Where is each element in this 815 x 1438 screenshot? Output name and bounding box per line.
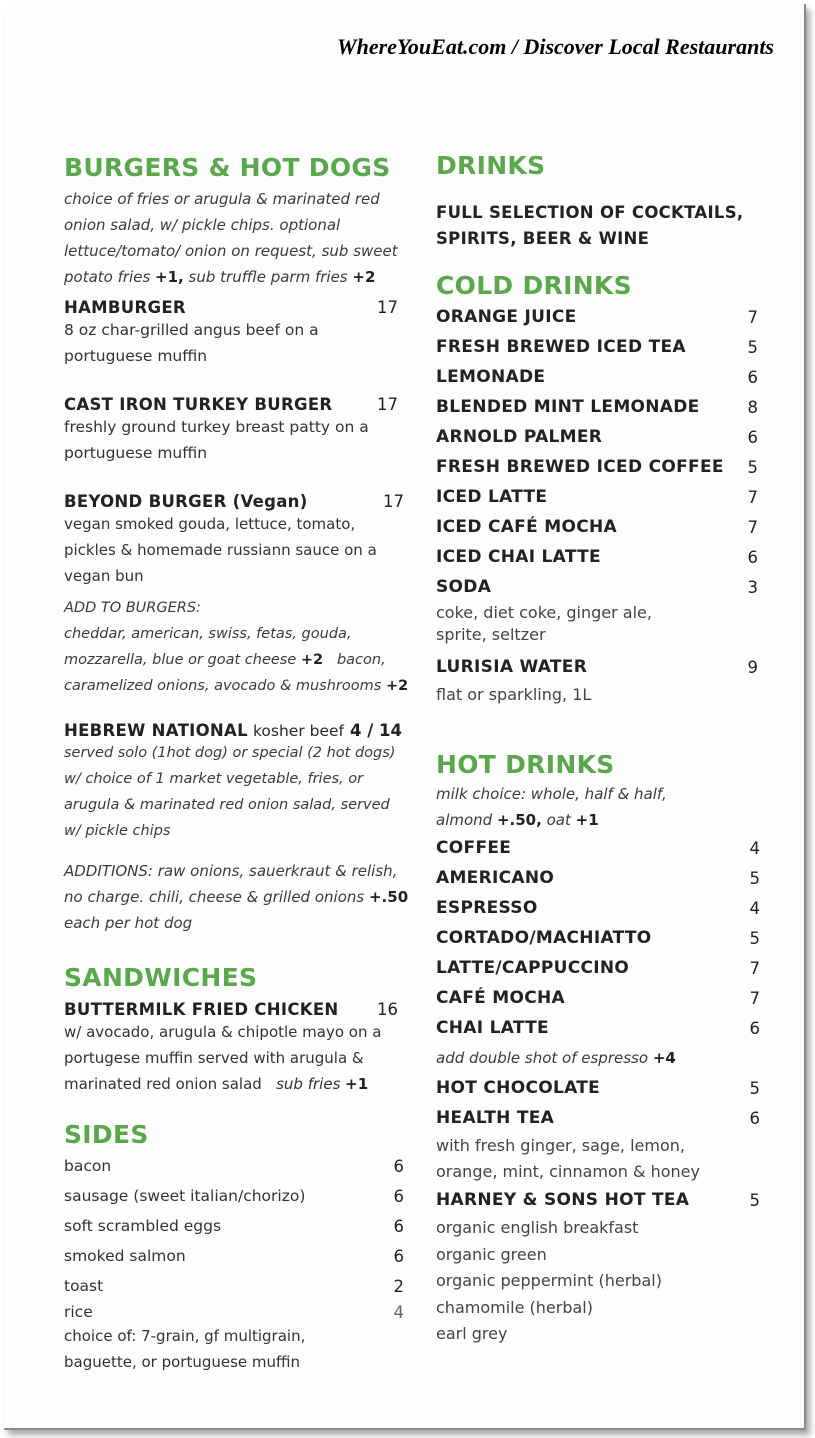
hot-drinks-list <box>436 833 760 1348</box>
cold-drinks-list <box>436 302 760 707</box>
drink-name: HEALTH TEA <box>436 1108 555 1128</box>
hotdog-name: HEBREW NATIONAL <box>64 721 248 740</box>
right-column <box>436 150 760 1348</box>
double-shot <box>436 1043 760 1073</box>
site-header: WhereYouEat.com / Discover Local Restaurants <box>337 34 774 59</box>
drink-row <box>436 923 760 953</box>
add-price-a: +2 <box>300 652 324 668</box>
soda-desc: coke, diet coke, ginger ale, sprite, seltzer <box>436 603 652 644</box>
drink-row <box>436 833 760 863</box>
sides-list <box>64 1151 410 1375</box>
drink-name: ICED CAFÉ MOCHA <box>436 517 617 537</box>
drink-price: 6 <box>747 367 758 387</box>
drink-price: 6 <box>747 547 758 567</box>
item-price: 17 <box>383 492 404 511</box>
drink-price: 5 <box>749 1078 760 1098</box>
side-price: 6 <box>393 1156 404 1176</box>
drink-name: SODA <box>436 577 492 597</box>
additions-price: +.50 <box>368 888 409 906</box>
item-name: CAST IRON TURKEY BURGER <box>64 395 333 414</box>
side-row <box>64 1241 404 1271</box>
drink-row <box>436 332 758 362</box>
item-desc: vegan smoked gouda, lettuce, tomato, pickles & homemade russiann sauce on a vegan bun <box>64 515 377 585</box>
health-tea-desc: with fresh ginger, sage, lemon, orange, mint, cinnamon & honey <box>436 1136 700 1181</box>
sandwich-desc <box>64 1019 410 1097</box>
drink-row <box>436 392 758 422</box>
side-price: 4 <box>393 1302 404 1322</box>
burgers-intro <box>64 186 410 290</box>
tea-item: organic peppermint (herbal) <box>436 1271 662 1290</box>
burger-item-hamburger <box>64 298 410 369</box>
drink-name: CHAI LATTE <box>436 1018 549 1038</box>
drink-row <box>436 1073 760 1103</box>
drink-name: ICED CHAI LATTE <box>436 547 601 567</box>
drink-row <box>436 572 758 602</box>
drink-name: HOT CHOCOLATE <box>436 1078 601 1098</box>
hotdog-desc: served solo (1hot dog) or special (2 hot dogs) w/ choice of 1 market vegetable, fries, or arugula & marinated red onion salad, served w/ pickle chips <box>64 745 396 839</box>
drink-price: 6 <box>747 427 758 447</box>
tea-item: organic english breakfast <box>436 1218 639 1237</box>
drink-row <box>436 893 760 923</box>
side-price: 2 <box>393 1276 404 1296</box>
side-name: rice <box>64 1303 93 1321</box>
drink-name: FRESH BREWED ICED COFFEE <box>436 457 724 477</box>
milk-choice <box>436 781 696 833</box>
drink-name: CAFÉ MOCHA <box>436 988 566 1008</box>
item-name: HAMBURGER <box>64 298 186 317</box>
side-name: toast <box>64 1277 104 1295</box>
water-row <box>436 652 758 682</box>
item-name: BEYOND BURGER (Vegan) <box>64 492 308 511</box>
drink-row <box>436 953 760 983</box>
side-price: 6 <box>393 1186 404 1206</box>
water-price: 9 <box>747 657 758 677</box>
drink-row <box>436 512 758 542</box>
tea-item: organic green <box>436 1244 547 1264</box>
side-name: sausage (sweet italian/chorizo) <box>64 1187 306 1205</box>
sandwich-name: BUTTERMILK FRIED CHICKEN <box>64 1000 339 1019</box>
drink-name: LEMONADE <box>436 367 546 387</box>
additions-b: each per hot dog <box>64 914 193 932</box>
drink-price: 5 <box>749 928 760 948</box>
drink-row <box>436 422 758 452</box>
burger-item-turkey <box>64 395 410 466</box>
drink-name: CORTADO/MACHIATTO <box>436 928 652 948</box>
drink-row <box>436 863 760 893</box>
toast-note: choice of: 7-grain, gf multigrain, baguette, or portuguese muffin <box>64 1327 306 1371</box>
drink-price: 5 <box>749 868 760 888</box>
additions-a: ADDITIONS: raw onions, sauerkraut & relish, no charge. chili, cheese & grilled onions <box>64 862 398 906</box>
drink-name: COFFEE <box>436 838 512 858</box>
sandwich-desc-text: w/ avocado, arugula & chipotle mayo on a portugese muffin served with arugula & marinated red onion salad <box>64 1023 382 1093</box>
drink-price: 7 <box>747 307 758 327</box>
add-text-b: bacon, caramelized onions, avocado & mushrooms <box>64 652 386 694</box>
left-column <box>64 152 410 1375</box>
drink-name: HARNEY & SONS HOT TEA <box>436 1190 690 1210</box>
side-price: 6 <box>393 1216 404 1236</box>
hot-drinks-title: HOT DRINKS <box>436 750 615 779</box>
sandwich-price: 16 <box>377 1000 398 1019</box>
drink-price: 7 <box>749 988 760 1008</box>
drink-name: ORANGE JUICE <box>436 307 577 327</box>
sides-title: SIDES <box>64 1120 149 1149</box>
drink-price: 4 <box>749 898 760 918</box>
drink-price: 7 <box>747 517 758 537</box>
cold-drinks-title: COLD DRINKS <box>436 271 632 300</box>
water-desc: flat or sparkling, 1L <box>436 685 592 704</box>
drinks-desc: FULL SELECTION OF COCKTAILS, SPIRITS, BEER & WINE <box>436 203 744 248</box>
drink-row <box>436 482 758 512</box>
drink-price: 5 <box>747 337 758 357</box>
drink-name: LATTE/CAPPUCCINO <box>436 958 630 978</box>
side-name: smoked salmon <box>64 1247 186 1265</box>
drink-price: 8 <box>747 397 758 417</box>
burgers-intro-price-a: +1, <box>155 268 184 286</box>
add-price-b: +2 <box>385 678 409 694</box>
burger-item-beyond <box>64 492 410 589</box>
milk-b: oat <box>546 811 571 829</box>
drink-row <box>436 302 758 332</box>
drink-price: 7 <box>747 487 758 507</box>
drink-row <box>436 362 758 392</box>
drink-price: 5 <box>747 457 758 477</box>
drink-price: 5 <box>749 1190 760 1210</box>
item-desc: freshly ground turkey breast patty on a portuguese muffin <box>64 418 369 462</box>
drink-row <box>436 1185 760 1215</box>
drink-row <box>436 542 758 572</box>
hotdog-price: 4 / 14 <box>350 721 402 740</box>
side-row <box>64 1271 404 1301</box>
item-price: 17 <box>377 298 398 317</box>
drink-price: 6 <box>749 1018 760 1038</box>
drink-name: FRESH BREWED ICED TEA <box>436 337 686 357</box>
add-title: ADD TO BURGERS: <box>64 600 201 616</box>
drink-name: ESPRESSO <box>436 898 538 918</box>
burgers-intro-b: sub truffle parm fries <box>188 268 348 286</box>
side-name: bacon <box>64 1157 112 1175</box>
drink-row <box>436 983 760 1013</box>
tea-item: chamomile (herbal) <box>436 1297 593 1317</box>
drink-price: 6 <box>749 1108 760 1128</box>
drink-name: AMERICANO <box>436 868 555 888</box>
side-row <box>64 1181 404 1211</box>
double-shot-price: +4 <box>652 1049 676 1067</box>
drink-row <box>436 1103 760 1133</box>
drink-price: 4 <box>749 838 760 858</box>
hotdog-additions <box>64 858 410 936</box>
side-price: 6 <box>393 1246 404 1266</box>
item-price: 17 <box>377 395 398 414</box>
milk-a: milk choice: whole, half & half, almond <box>436 785 667 829</box>
drink-row <box>436 1013 760 1043</box>
drink-price: 7 <box>749 958 760 978</box>
tea-item: earl grey <box>436 1324 508 1343</box>
add-to-burgers <box>64 595 410 699</box>
water-name: LURISIA WATER <box>436 657 588 677</box>
burgers-intro-a: choice of fries or arugula & marinated red onion salad, w/ pickle chips. optional lettuce/tomato/ onion on request, sub sweet potato fries <box>64 190 398 286</box>
burgers-title: BURGERS & HOT DOGS <box>64 153 391 182</box>
add-text-a: cheddar, american, swiss, fetas, gouda, mozzarella, blue or goat cheese <box>64 626 352 668</box>
drink-row <box>436 452 758 482</box>
side-row <box>64 1151 404 1181</box>
milk-price-b: +1 <box>575 811 599 829</box>
side-row <box>64 1211 404 1241</box>
hotdog-sub: kosher beef <box>252 722 344 740</box>
sandwich-sub-price: +1 <box>345 1075 369 1093</box>
drink-name: ICED LATTE <box>436 487 548 507</box>
side-name: soft scrambled eggs <box>64 1217 222 1235</box>
menu-page <box>4 4 806 1430</box>
double-shot-text: add double shot of espresso <box>436 1049 649 1067</box>
sandwich-item <box>64 1000 410 1097</box>
side-row <box>64 1301 404 1323</box>
drinks-title: DRINKS <box>436 151 546 180</box>
drink-name: ARNOLD PALMER <box>436 427 603 447</box>
burgers-intro-price-b: +2 <box>352 268 376 286</box>
drink-name: BLENDED MINT LEMONADE <box>436 397 700 417</box>
hotdog-item <box>64 721 410 844</box>
drink-price: 3 <box>747 577 758 597</box>
item-desc: 8 oz char-grilled angus beef on a portuguese muffin <box>64 321 319 365</box>
tea-list <box>436 1215 760 1348</box>
sandwich-sub: sub fries <box>276 1075 341 1093</box>
milk-price-a: +.50, <box>496 811 542 829</box>
sandwiches-title: SANDWICHES <box>64 963 258 992</box>
